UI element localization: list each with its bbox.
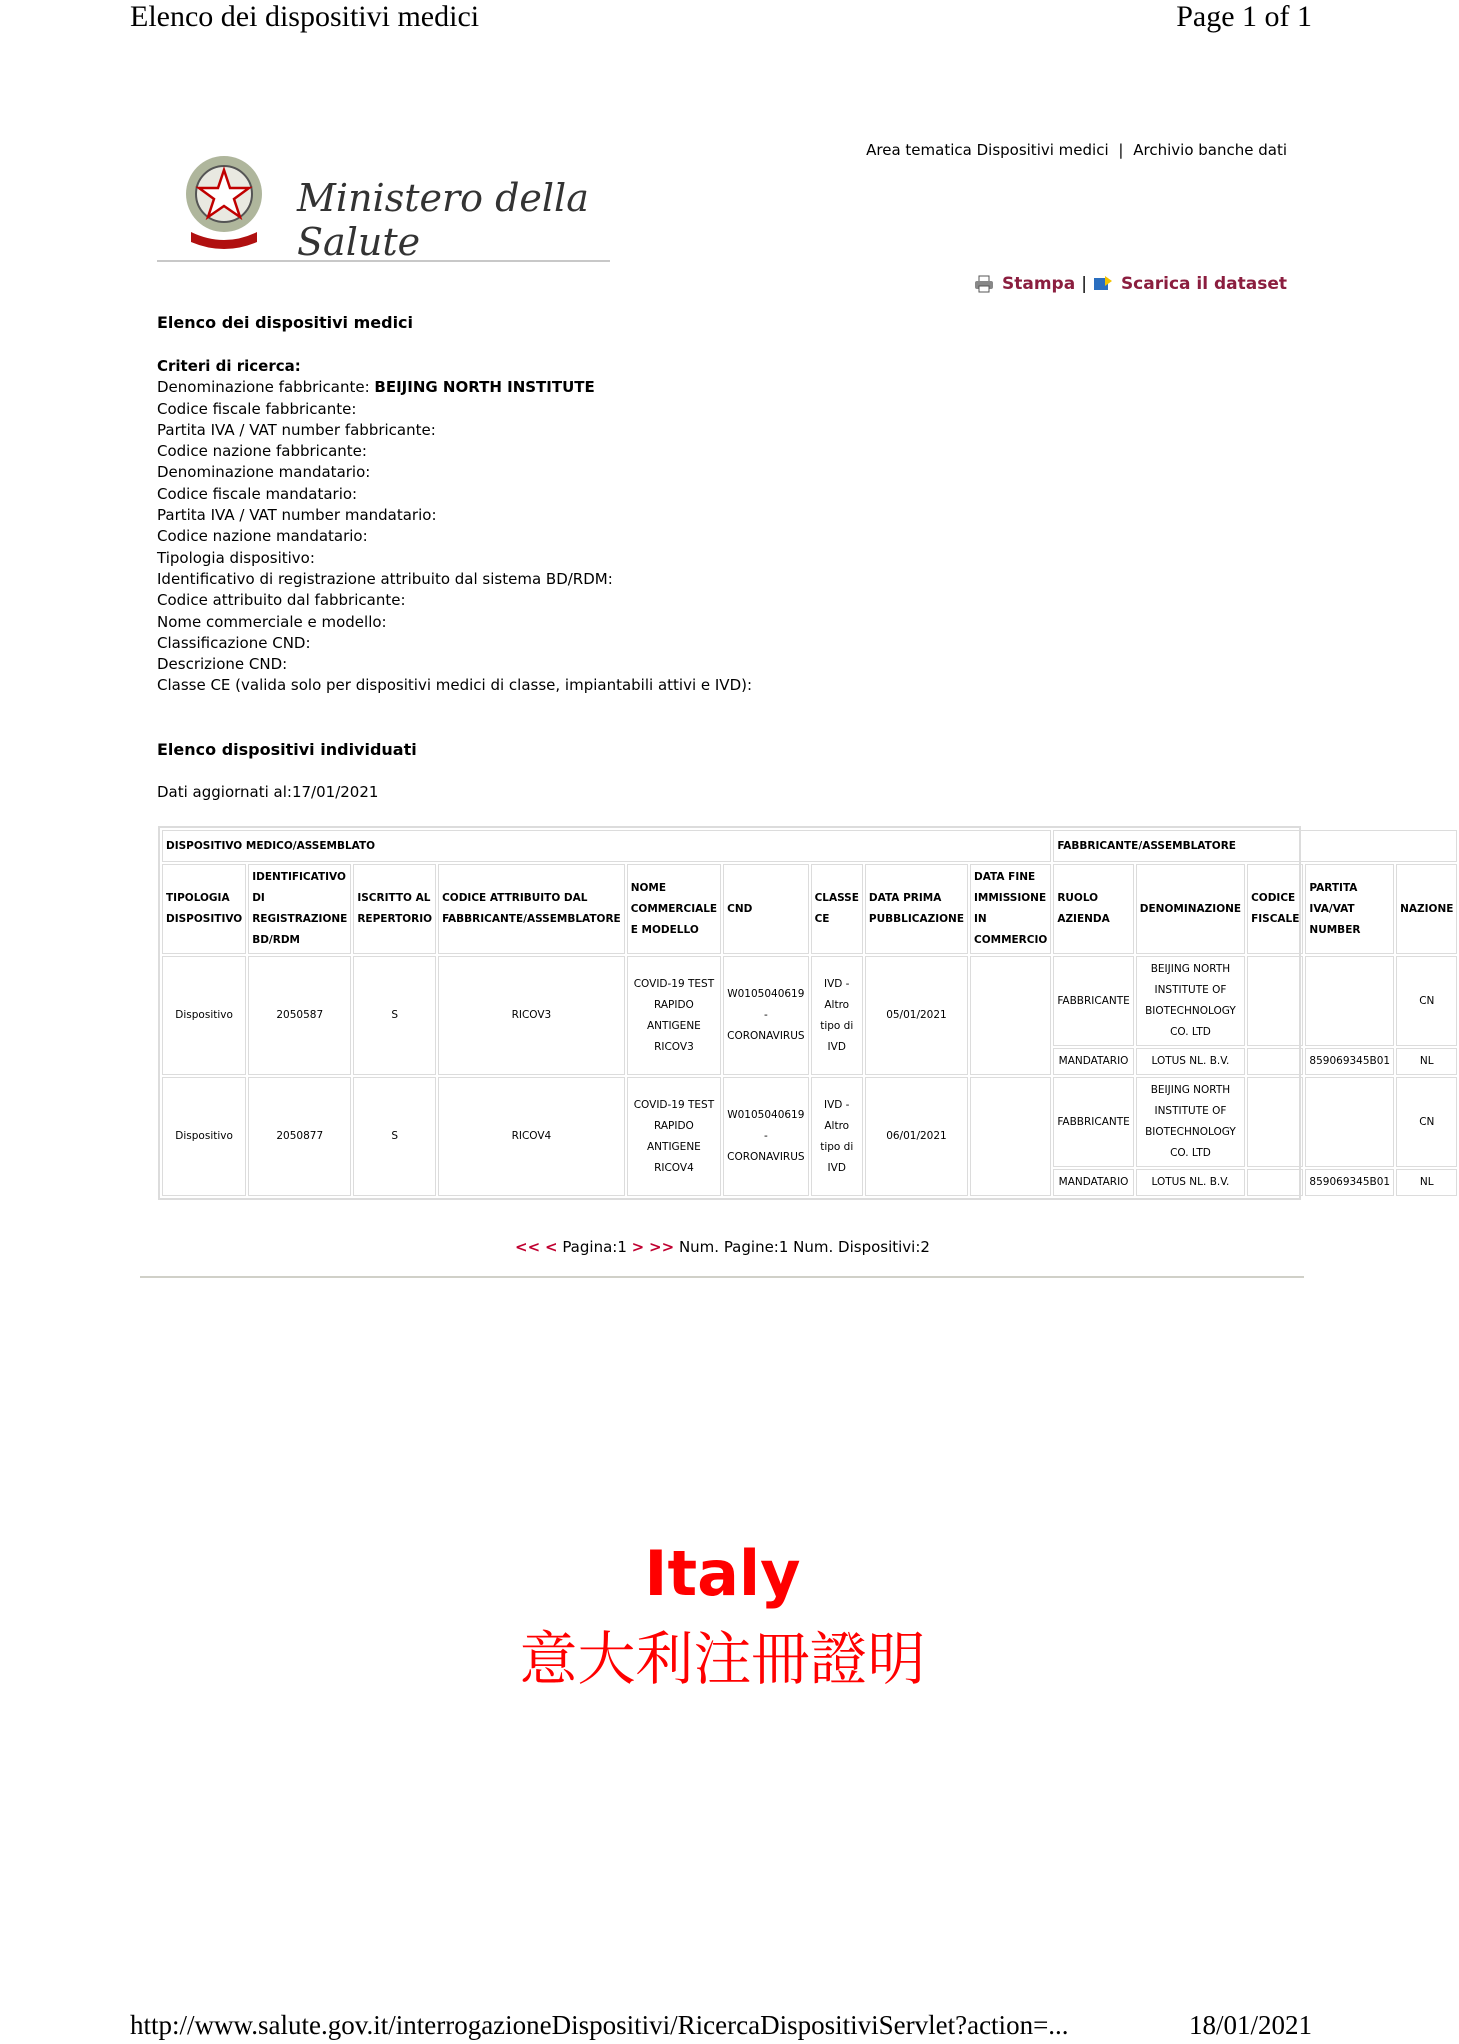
cell-tipologia: Dispositivo [162,956,246,1075]
criteria-field: Partita IVA / VAT number mandatario: [157,506,437,525]
column-header: NOME COMMERCIALE E MODELLO [627,864,721,954]
cell-id[interactable]: 2050587 [248,956,351,1075]
results-heading: Elenco dispositivi individuati [157,740,417,759]
column-header: CLASSE CE [811,864,863,954]
cell-ruolo: FABBRICANTE [1053,956,1133,1046]
dataset-download-icon [1093,275,1113,293]
column-header: CND [723,864,808,954]
criteria-heading: Criteri di ricerca: [157,357,301,375]
criteria-field: Codice fiscale mandatario: [157,484,358,503]
criteria-manufacturer-label: Denominazione fabbricante: [157,378,370,397]
column-header: CODICE ATTRIBUITO DAL FABBRICANTE/ASSEMBLATORE [438,864,625,954]
cell-nome: COVID-19 TEST RAPIDO ANTIGENE RICOV3 [627,956,721,1075]
criteria-field: Denominazione mandatario: [157,463,371,482]
group-device-header: DISPOSITIVO MEDICO/ASSEMBLATO [162,830,1051,862]
group-manufacturer-header: FABBRICANTE/ASSEMBLATORE [1053,830,1457,862]
pager-prev[interactable]: < [544,1238,558,1256]
cell-cnd: W0105040619 - CORONAVIRUS [723,956,808,1075]
cell-vat: 859069345B01 [1305,1048,1394,1075]
criteria-field: Codice attribuito dal fabbricante: [157,591,406,610]
column-header: NAZIONE [1396,864,1457,954]
printer-icon [974,275,994,293]
cell-tipologia: Dispositivo [162,1077,246,1196]
data-updated-date: Dati aggiornati al:17/01/2021 [157,783,379,801]
criteria-manufacturer-value: BEIJING NORTH INSTITUTE [374,378,595,397]
cell-classe: IVD - Altro tipo di IVD [811,1077,863,1196]
cell-denominazione: BEIJING NORTH INSTITUTE OF BIOTECHNOLOGY CO. LTD [1136,1077,1245,1167]
cell-data-pubblicazione: 05/01/2021 [865,956,968,1075]
pager-last[interactable]: >> [649,1238,675,1256]
pager-next[interactable]: > [631,1238,645,1256]
criteria-field: Partita IVA / VAT number fabbricante: [157,420,436,439]
top-navigation [866,141,1287,159]
cell-nome: COVID-19 TEST RAPIDO ANTIGENE RICOV4 [627,1077,721,1196]
divider [140,1276,1304,1278]
print-url: http://www.salute.gov.it/interrogazioneDispositivi/RicercaDispositiviServlet?action=... [130,2010,1069,2040]
cell-vat: 859069345B01 [1305,1169,1394,1196]
cell-denominazione: LOTUS NL. B.V. [1136,1048,1245,1075]
criteria-field: Classificazione CND: [157,633,311,652]
search-criteria [157,356,752,697]
table-row [162,956,1457,1046]
criteria-field: Identificativo di registrazione attribuito dal sistema BD/RDM: [157,569,613,588]
column-header: TIPOLOGIA DISPOSITIVO [162,864,246,954]
cell-nazione: NL [1396,1048,1457,1075]
nav-archive-link[interactable]: Archivio banche dati [1133,141,1287,159]
criteria-field: Codice nazione fabbricante: [157,442,367,461]
nav-area-link[interactable]: Area tematica Dispositivi medici [866,141,1109,159]
criteria-field: Codice nazione mandatario: [157,527,368,546]
ministry-brand: Ministero della Salute [297,176,589,264]
column-header: ISCRITTO AL REPERTORIO [353,864,436,954]
criteria-field: Codice fiscale fabbricante: [157,399,357,418]
cell-codice: RICOV4 [438,1077,625,1196]
page-title: Elenco dei dispositivi medici [157,313,414,332]
cell-denominazione: LOTUS NL. B.V. [1136,1169,1245,1196]
criteria-manufacturer [157,377,752,398]
column-header: DATA PRIMA PUBBLICAZIONE [865,864,968,954]
print-page-number: Page 1 of 1 [1176,0,1312,33]
cell-nazione: CN [1396,1077,1457,1167]
cell-data-pubblicazione: 06/01/2021 [865,1077,968,1196]
pager-first[interactable]: << [515,1238,541,1256]
actions-separator: | [1081,274,1087,294]
results-table [158,826,1454,1200]
column-header: PARTITA IVA/VAT NUMBER [1305,864,1394,954]
cell-vat [1305,956,1394,1046]
criteria-field: Tipologia dispositivo: [157,548,315,567]
cell-ruolo: MANDATARIO [1053,1169,1133,1196]
criteria-field: Classe CE (valida solo per dispositivi medici di classe, impiantabili attivi e IVD): [157,676,753,695]
print-title: Elenco dei dispositivi medici [130,0,480,33]
nav-separator: | [1118,141,1124,159]
print-date: 18/01/2021 [1188,2010,1312,2040]
cell-codice: RICOV3 [438,956,625,1075]
cell-codice-fiscale [1247,956,1303,1046]
print-header [0,0,1445,40]
download-dataset-button[interactable]: Scarica il dataset [1120,274,1287,294]
cell-id[interactable]: 2050877 [248,1077,351,1196]
pager-page: Pagina:1 [562,1238,627,1256]
column-header: RUOLO AZIENDA [1053,864,1133,954]
print-button[interactable]: Stampa [1002,274,1076,294]
cell-iscritto: S [353,1077,436,1196]
column-header: CODICE FISCALE [1247,864,1303,954]
criteria-field: Descrizione CND: [157,655,288,674]
pagination [0,1238,1445,1256]
ministry-logo[interactable] [157,148,610,262]
table-row [162,1077,1457,1167]
cell-codice-fiscale [1247,1048,1303,1075]
cell-ruolo: MANDATARIO [1053,1048,1133,1075]
page-actions [974,274,1287,294]
cell-cnd: W0105040619 - CORONAVIRUS [723,1077,808,1196]
registration-caption: 意大利注冊證明 [519,1625,926,1693]
criteria-field: Nome commerciale e modello: [157,612,387,631]
pager-summary: Num. Pagine:1 Num. Dispositivi:2 [678,1238,930,1256]
country-stamp: Italy [644,1537,801,1610]
cell-nazione: NL [1396,1169,1457,1196]
cell-ruolo: FABBRICANTE [1053,1077,1133,1167]
republic-emblem-icon [179,148,269,252]
cell-data-fine [970,956,1051,1075]
cell-classe: IVD - Altro tipo di IVD [811,956,863,1075]
column-header: DENOMINAZIONE [1136,864,1245,954]
cell-iscritto: S [353,956,436,1075]
cell-nazione: CN [1396,956,1457,1046]
column-header: DATA FINE IMMISSIONE IN COMMERCIO [970,864,1051,954]
cell-data-fine [970,1077,1051,1196]
cell-codice-fiscale [1247,1077,1303,1167]
cell-vat [1305,1077,1394,1167]
cell-denominazione: BEIJING NORTH INSTITUTE OF BIOTECHNOLOGY CO. LTD [1136,956,1245,1046]
column-header: IDENTIFICATIVO DI REGISTRAZIONE BD/RDM [248,864,351,954]
cell-codice-fiscale [1247,1169,1303,1196]
